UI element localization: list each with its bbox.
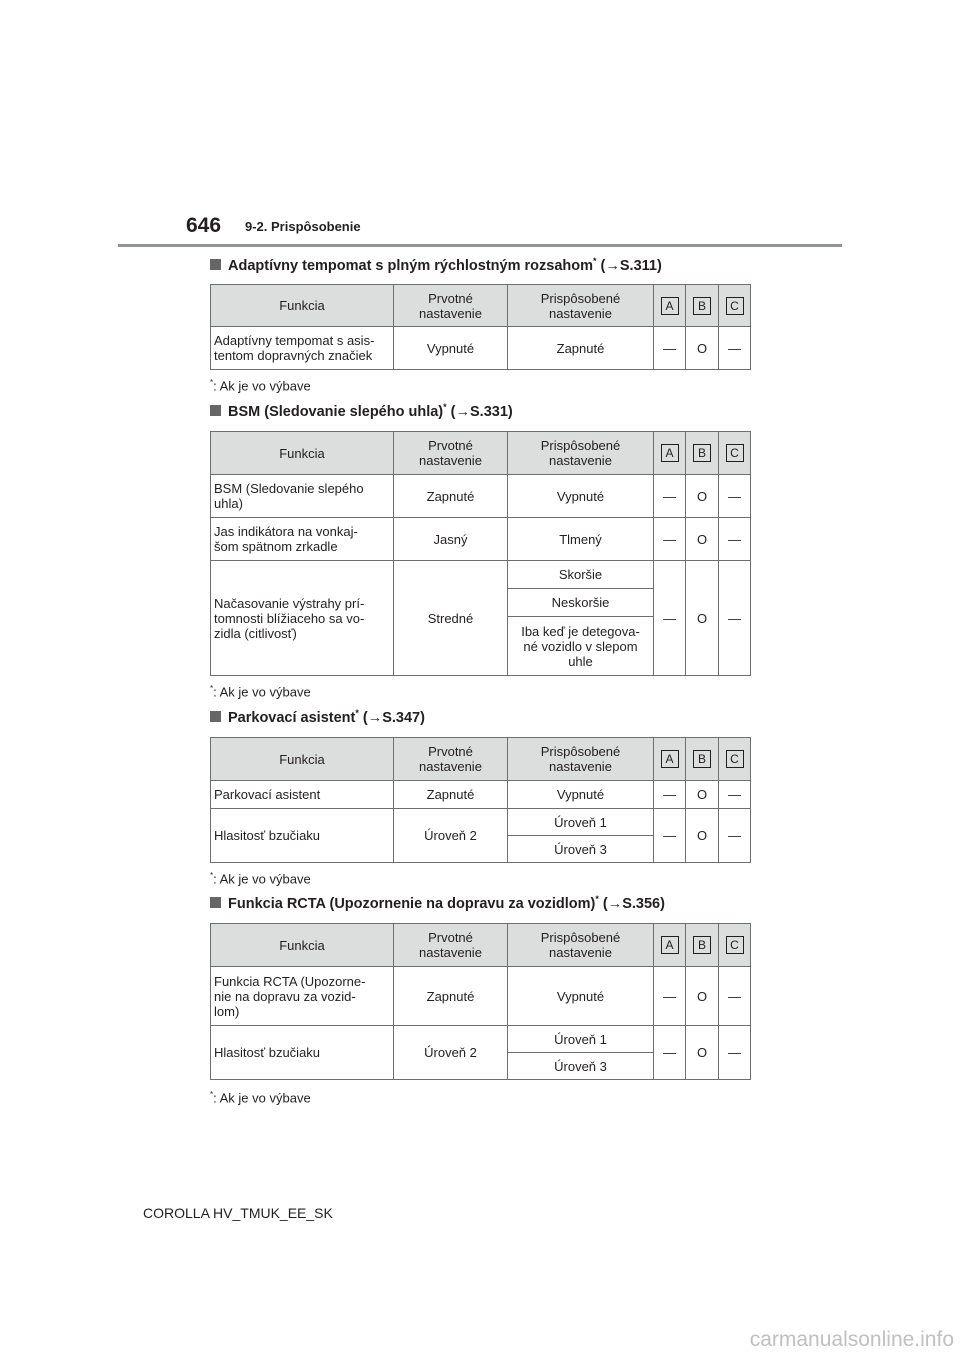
page-number: 646	[186, 214, 222, 237]
table-row: Hlasitosť bzučiaku Úroveň 2 Úroveň 1 — O —	[211, 1026, 751, 1053]
table-row: Adaptívny tempomat s asis- tentom dopravných značiek Vypnuté Zapnuté — O —	[211, 327, 751, 370]
footer-model-code: COROLLA HV_TMUK_EE_SK	[143, 1205, 333, 1221]
square-bullet-icon	[210, 259, 221, 270]
section-heading-acc: Adaptívny tempomat s plným rýchlostným rozsahom* (→S.311)	[210, 256, 662, 274]
table-row: Úroveň 3	[211, 836, 751, 863]
letter-c-icon: C	[726, 297, 744, 315]
square-bullet-icon	[210, 711, 221, 722]
table-header-row	[211, 285, 751, 327]
header-divider	[118, 244, 842, 247]
table-bsm	[210, 431, 751, 676]
section-heading-parking: Parkovací asistent* (→S.347)	[210, 708, 425, 726]
chapter-title: 9-2. Prispôsobenie	[245, 219, 361, 234]
letter-b-icon: B	[693, 444, 711, 462]
table-row: Načasovanie výstrahy prí- tomnosti blížiaceho sa vo- zidla (citlivosť) Stredné Skoršie — O —	[211, 561, 751, 589]
letter-a-icon: A	[661, 936, 679, 954]
table-header-row: Funkcia Prvotné nastavenie Prispôsobené nastavenie A B C	[211, 738, 751, 781]
footnote: *: Ak je vo výbave	[210, 871, 311, 887]
letter-c-icon: C	[726, 936, 744, 954]
header-default: Prvotné nastavenie	[394, 285, 508, 327]
letter-b-icon: B	[693, 297, 711, 315]
footnote: *: Ak je vo výbave	[210, 684, 311, 700]
table-row: Parkovací asistent Zapnuté Vypnuté — O —	[211, 781, 751, 809]
table-row: Funkcia RCTA (Upozorne- nie na dopravu za vozid- lom) Zapnuté Vypnuté — O —	[211, 967, 751, 1026]
table-row: Jas indikátora na vonkaj- šom spätnom zrkadle Jasný Tlmený — O —	[211, 518, 751, 561]
square-bullet-icon	[210, 405, 221, 416]
letter-b-icon: B	[693, 936, 711, 954]
letter-a-icon: A	[661, 297, 679, 315]
table-acc	[210, 284, 751, 370]
section-heading-rcta: Funkcia RCTA (Upozornenie na dopravu za vozidlom)* (→S.356)	[210, 894, 665, 912]
letter-b-icon: B	[693, 750, 711, 768]
table-header-row: Funkcia Prvotné nastavenie Prispôsobené nastavenie A B C	[211, 924, 751, 967]
section-heading-bsm: BSM (Sledovanie slepého uhla)* (→S.331)	[210, 402, 513, 420]
table-row: BSM (Sledovanie slepého uhla) Zapnuté Vypnuté — O —	[211, 475, 751, 518]
table-parking	[210, 737, 751, 863]
table-row: Neskoršie	[211, 589, 751, 617]
square-bullet-icon	[210, 897, 221, 908]
header-custom: Prispôsobené nastavenie	[508, 285, 654, 327]
letter-c-icon: C	[726, 750, 744, 768]
table-row: Iba keď je detegova- né vozidlo v slepom uhle	[211, 617, 751, 676]
table-row: Hlasitosť bzučiaku Úroveň 2 Úroveň 1 — O —	[211, 809, 751, 836]
table-rcta	[210, 923, 751, 1080]
table-row: Úroveň 3	[211, 1053, 751, 1080]
letter-c-icon: C	[726, 444, 744, 462]
letter-a-icon: A	[661, 444, 679, 462]
header-funkcia: Funkcia	[211, 285, 394, 327]
watermark: carmanualsonline.info	[749, 1328, 954, 1351]
table-header-row: Funkcia Prvotné nastavenie Prispôsobené nastavenie A B C	[211, 432, 751, 475]
letter-a-icon: A	[661, 750, 679, 768]
footnote: *: Ak je vo výbave	[210, 378, 311, 394]
footnote: *: Ak je vo výbave	[210, 1090, 311, 1106]
